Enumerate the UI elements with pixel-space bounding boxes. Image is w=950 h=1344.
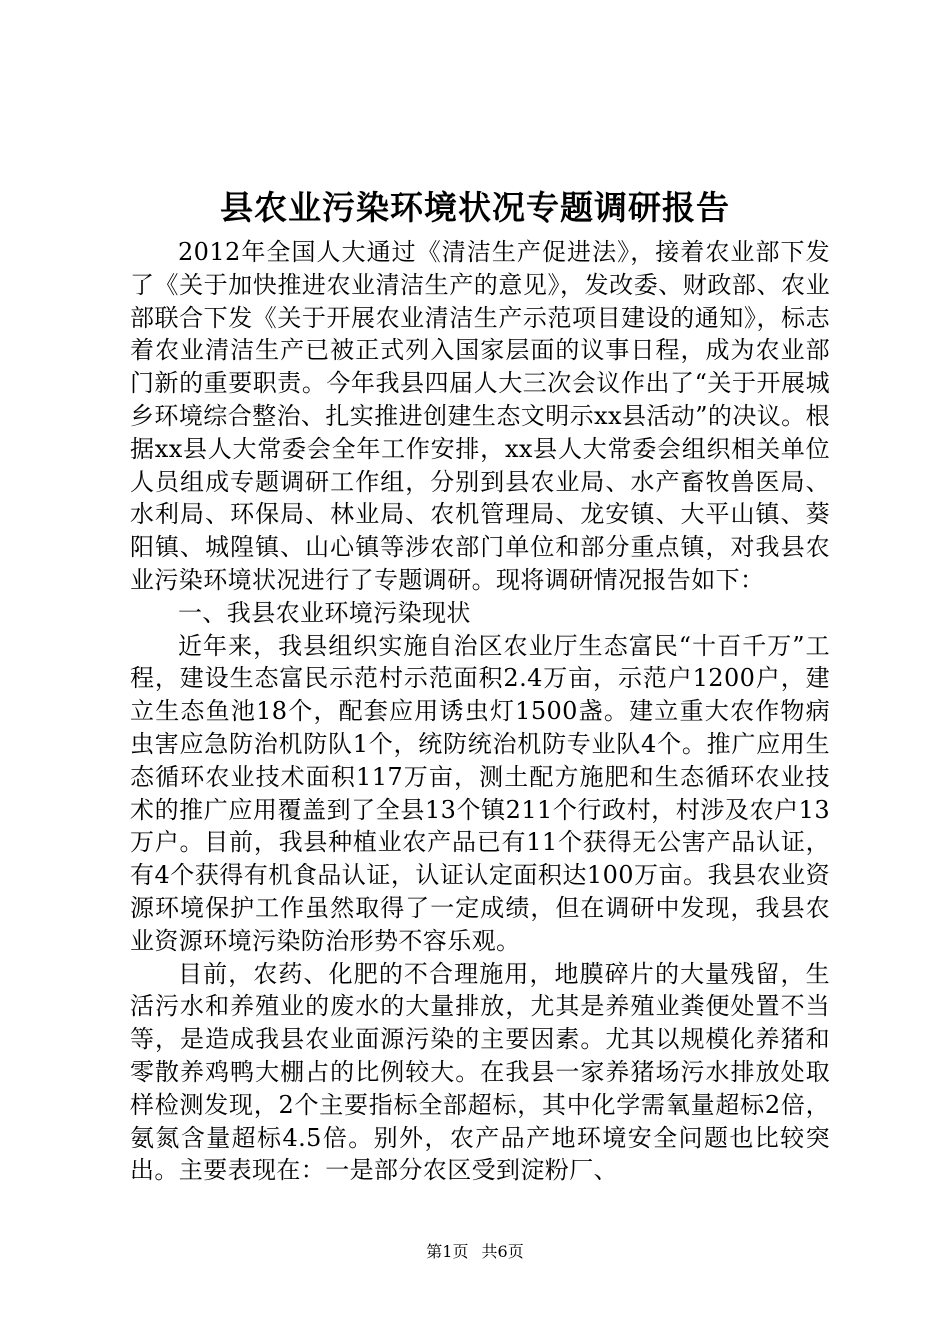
paragraph-intro: 2012年全国人大通过《清洁生产促进法》，接着农业部下发了《关于加快推进农业清洁生产的意见》，发改委、财政部、农业部联合下发《关于开展农业清洁生产示范项目建设的通知》，标志着农业清洁生产已被正式列入国家层面的议事日程，成为农业部门新的重要职责。今年我县四届人大三次会议作出了“关于开展城乡环境综合整治、扎实推进创建生态文明示xx县活动”的决议。根据xx县人大常委会全年工作安排，xx县人大常委会组织相关单位人员组成专题调研工作组，分别到县农业局、水产畜牧兽医局、水利局、环保局、林业局、农机管理局、龙安镇、大平山镇、葵阳镇、城隍镇、山心镇等涉农部门单位和部分重点镇，对我县农业污染环境状况进行了专题调研。现将调研情况报告如下： — [130, 238, 830, 594]
document-title: 县农业污染环境状况专题调研报告 — [220, 188, 730, 227]
page-number: 第1页 — [426, 1242, 469, 1261]
section-heading: 一、我县农业环境污染现状 — [178, 598, 471, 627]
document-body — [130, 236, 830, 1187]
page-total: 共6页 — [481, 1242, 524, 1261]
paragraph-status: 近年来，我县组织实施自治区农业厅生态富民“十百千万”工程，建设生态富民示范村示范面积2.4万亩，示范户1200户，建立生态鱼池18个，配套应用诱虫灯1500盏。建立重大农作物病虫害应急防治机防队1个，统防统治机防专业队4个。推广应用生态循环农业技术面积117万亩，测土配方施肥和生态循环农业技术的推广应用覆盖到了全县13个镇211个行政村，村涉及农户13万户。目前，我县种植业农产品已有11个获得无公害产品认证，有4个获得有机食品认证，认证认定面积达100万亩。我县农业资源环境保护工作虽然取得了一定成绩，但在调研中发现，我县农业资源环境污染防治形势不容乐观。 — [130, 631, 830, 955]
paragraph-causes: 目前，农药、化肥的不合理施用，地膜碎片的大量残留，生活污水和养殖业的废水的大量排放，尤其是养殖业粪便处置不当等，是造成我县农业面源污染的主要因素。尤其以规模化养猪和零散养鸡鸭大棚占的比例较大。在我县一家养猪场污水排放处取样检测发现，2个主要指标全部超标，其中化学需氧量超标2倍，氨氮含量超标4.5倍。别外，农产品产地环境安全问题也比较突出。主要表现在：一是部分农区受到淀粉厂、 — [130, 959, 830, 1185]
page-footer — [0, 1240, 950, 1264]
